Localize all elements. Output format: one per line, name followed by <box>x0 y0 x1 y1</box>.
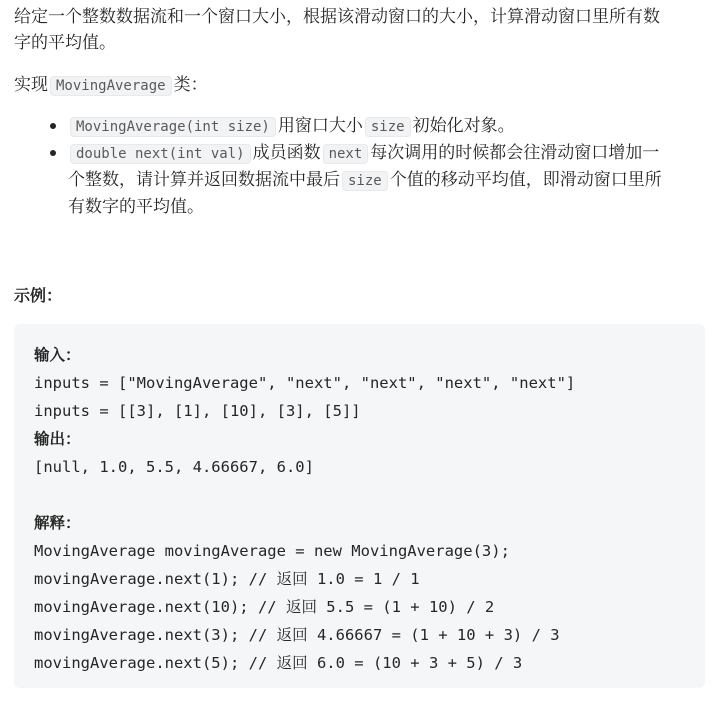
next-text-4: 个值的移动平均值，即滑动窗口里所 <box>389 170 662 190</box>
description-line-1: 给定一个整数数据流和一个窗口大小，根据该滑动窗口的大小，计算滑动窗口里所有数 <box>14 7 660 27</box>
method-list <box>14 113 706 220</box>
size-param-code: size <box>365 117 411 137</box>
description-line-2: 字的平均值。 <box>14 33 116 53</box>
size-ref-code: size <box>342 171 388 191</box>
list-item-constructor <box>68 113 706 140</box>
next-text-5: 有数字的平均值。 <box>68 197 204 217</box>
problem-description <box>14 4 706 56</box>
explain-line-1: MovingAverage movingAverage = new MovingAverage(3); <box>34 542 510 560</box>
constructor-signature-code: MovingAverage(int size) <box>70 117 276 137</box>
input-line-1: inputs = ["MovingAverage", "next", "next", "next", "next"] <box>34 374 576 392</box>
example-code-block <box>14 324 705 688</box>
problem-content <box>14 0 706 672</box>
explain-label: 解释： <box>34 514 81 532</box>
next-text-1: 成员函数 <box>252 143 321 163</box>
explain-line-5: movingAverage.next(5); // 返回 6.0 = (10 + 3 + 5) / 3 <box>34 654 523 672</box>
input-line-2: inputs = [[3], [1], [10], [3], [5]] <box>34 402 361 420</box>
implement-suffix: 类： <box>173 75 208 95</box>
list-item-next-method <box>68 140 706 220</box>
explain-line-4: movingAverage.next(3); // 返回 4.66667 = (1 + 10 + 3) / 3 <box>34 626 560 644</box>
implement-statement <box>14 72 706 99</box>
explain-line-2: movingAverage.next(1); // 返回 1.0 = 1 / 1 <box>34 570 420 588</box>
output-label: 输出： <box>34 430 81 448</box>
next-name-code: next <box>323 144 369 164</box>
next-text-2: 每次调用的时候都会往滑动窗口增加一 <box>370 143 660 163</box>
blank-line <box>34 481 685 509</box>
class-name-code: MovingAverage <box>50 76 172 96</box>
input-label: 输入： <box>34 346 81 364</box>
output-line: [null, 1.0, 5.5, 4.66667, 6.0] <box>34 458 314 476</box>
example-title: 示例： <box>14 286 63 305</box>
constructor-text-1: 用窗口大小 <box>277 116 363 136</box>
implement-prefix: 实现 <box>14 75 48 95</box>
next-signature-code: double next(int val) <box>70 144 251 164</box>
next-text-3: 个整数，请计算并返回数据流中最后 <box>68 170 340 190</box>
constructor-text-2: 初始化对象。 <box>412 116 515 136</box>
explain-line-3: movingAverage.next(10); // 返回 5.5 = (1 + 10) / 2 <box>34 598 495 616</box>
